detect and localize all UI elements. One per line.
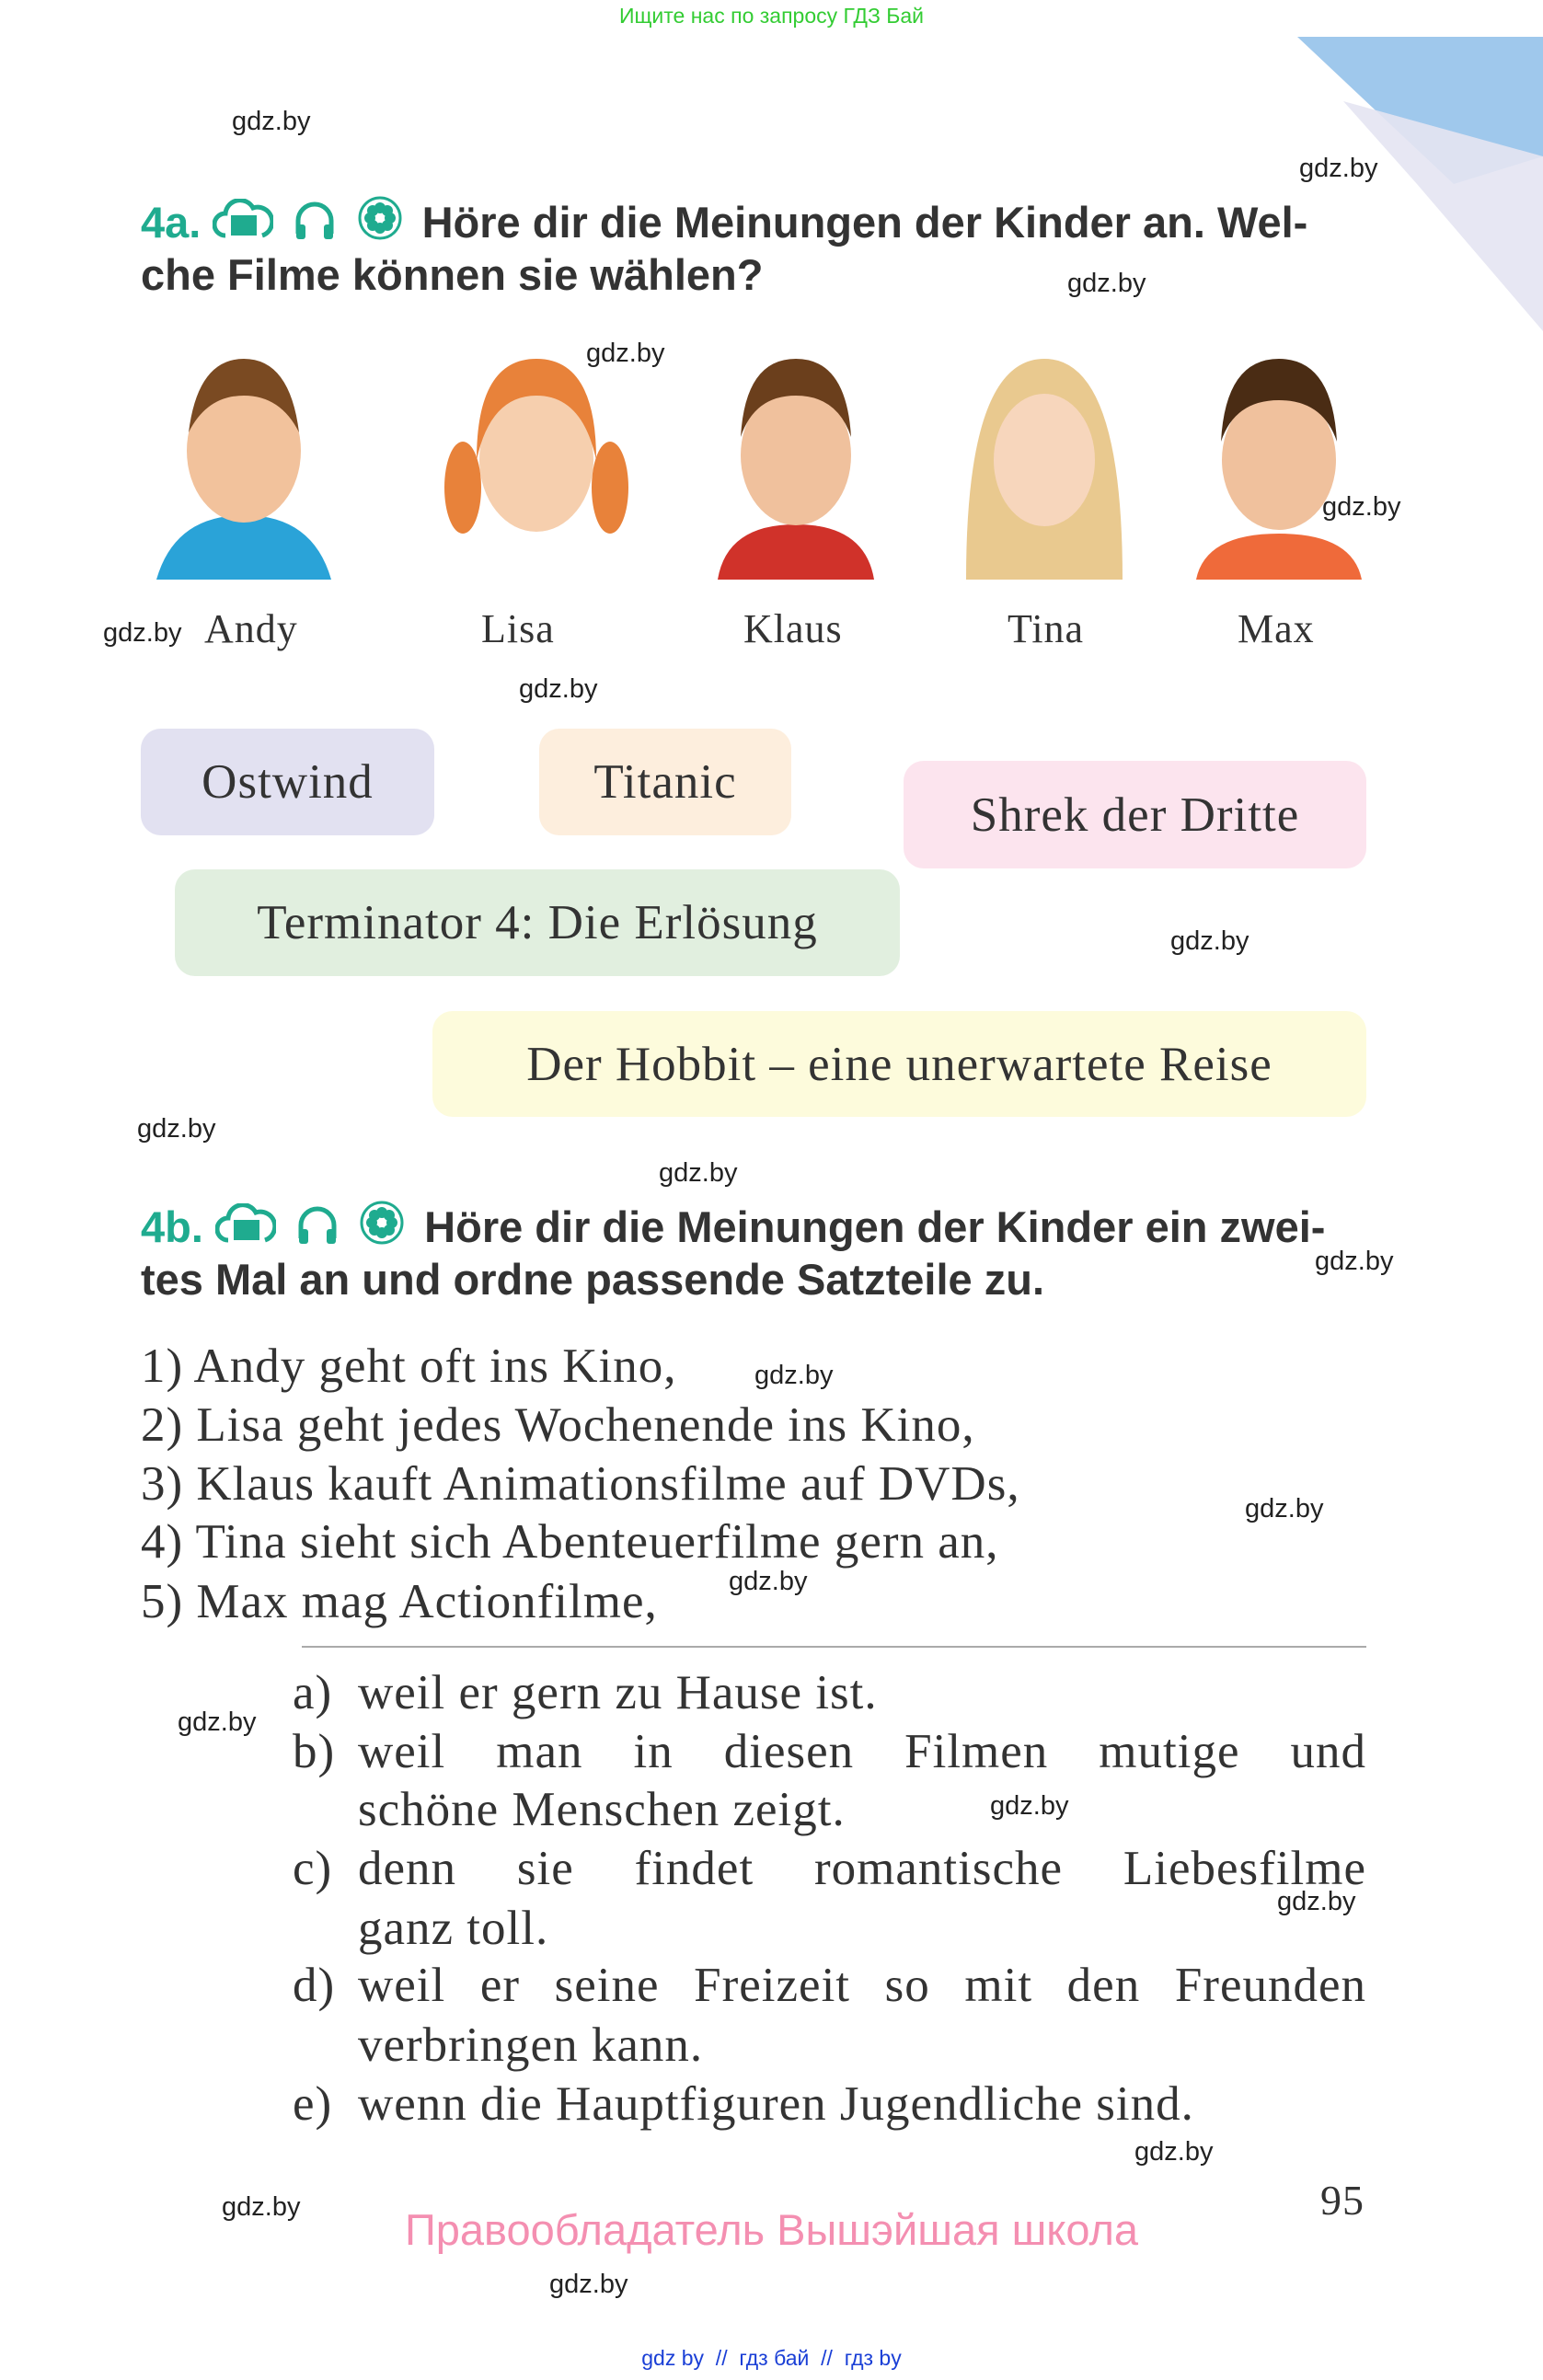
- watermark: gdz.by: [549, 2270, 628, 2299]
- photo-tina: [948, 350, 1141, 584]
- ending-text: weil er seine Freizeit so mit den Freunden: [358, 1959, 1366, 2012]
- watermark: gdz.by: [1067, 269, 1146, 298]
- watermark: gdz.by: [729, 1567, 808, 1596]
- sentence-start: 2) Lisa geht jedes Wochenende ins Kino,: [141, 1398, 975, 1452]
- watermark: gdz.by: [1277, 1887, 1356, 1916]
- watermark: gdz.by: [1245, 1494, 1324, 1523]
- watermark: gdz.by: [754, 1361, 834, 1390]
- watermark: gdz.by: [519, 674, 598, 704]
- ending-label: a): [293, 1666, 333, 1719]
- ending-label: d): [293, 1959, 336, 2012]
- footer-links[interactable]: gdz by // гдз бай // гдз by: [641, 2346, 902, 2370]
- film-card: Der Hobbit – eine unerwartete Reise: [432, 1011, 1366, 1117]
- photo-lisa: [440, 350, 633, 584]
- exercise-number: 4b.: [141, 1202, 203, 1251]
- photo-max: [1182, 350, 1376, 584]
- watermark: gdz.by: [178, 1707, 257, 1737]
- watermark: gdz.by: [222, 2192, 301, 2222]
- film-card: Ostwind: [141, 729, 434, 835]
- ending-text: denn sie findet romantische Liebesfilme: [358, 1842, 1366, 1895]
- ending-text: schöne Menschen zeigt.: [358, 1783, 846, 1836]
- film-card: Titanic: [539, 729, 791, 835]
- ending-text: ganz toll.: [358, 1902, 549, 1955]
- ending-label: b): [293, 1725, 336, 1778]
- film-card: Terminator 4: Die Erlösung: [175, 869, 900, 976]
- divider: [302, 1646, 1366, 1648]
- flower-icon[interactable]: [359, 1200, 405, 1255]
- sentence-start: 1) Andy geht oft ins Kino,: [141, 1339, 677, 1393]
- kid-name: Andy: [204, 606, 298, 651]
- watermark: gdz.by: [137, 1114, 216, 1144]
- watermark: gdz.by: [586, 339, 665, 368]
- ending-label: e): [293, 2077, 333, 2131]
- exercise-4b-heading: 4b. Höre dir die Meinungen der Kinder ein zwei- tes Mal an und ordne passende Satzteile zu.: [141, 1200, 1374, 1304]
- watermark: gdz.by: [1170, 926, 1249, 956]
- film-card: Shrek der Dritte: [904, 761, 1366, 868]
- watermark: gdz.by: [1322, 492, 1401, 522]
- kid-name: Tina: [1008, 606, 1085, 651]
- headphones-icon[interactable]: [295, 1203, 340, 1255]
- cloud-folder-icon[interactable]: [215, 1203, 276, 1255]
- photo-andy: [147, 350, 340, 584]
- ending-text: verbringen kann.: [358, 2018, 704, 2072]
- watermark: gdz.by: [659, 1158, 738, 1188]
- ending-label: c): [293, 1842, 333, 1895]
- sentence-start: 4) Tina sieht sich Abenteuerfilme gern an,: [141, 1515, 999, 1569]
- flower-icon[interactable]: [357, 195, 403, 250]
- ending-text: weil man in diesen Filmen mutige und: [358, 1725, 1366, 1778]
- watermark: gdz.by: [232, 107, 311, 136]
- watermark: gdz.by: [1315, 1247, 1394, 1276]
- sentence-start: 5) Max mag Actionfilme,: [141, 1575, 658, 1628]
- exercise-4a-heading: 4a. Höre dir die Meinungen der Kinder an. Wel- che Filme können sie wählen?: [141, 195, 1374, 299]
- watermark: gdz.by: [1299, 154, 1378, 183]
- ending-text: wenn die Hauptfiguren Jugendliche sind.: [358, 2077, 1194, 2131]
- watermark: gdz.by: [990, 1791, 1069, 1821]
- search-banner[interactable]: Ищите нас по запросу ГДЗ Бай: [618, 4, 925, 28]
- ending-text: weil er gern zu Hause ist.: [358, 1666, 878, 1719]
- watermark: gdz.by: [1134, 2137, 1214, 2167]
- kid-name: Max: [1238, 606, 1315, 651]
- copyright-notice: Правообладатель Вышэйшая школа: [404, 2205, 1139, 2254]
- headphones-icon[interactable]: [293, 199, 337, 250]
- page-number: 95: [1320, 2177, 1365, 2224]
- watermark: gdz.by: [103, 618, 182, 648]
- cloud-folder-icon[interactable]: [213, 199, 273, 250]
- kid-name: Lisa: [481, 606, 555, 651]
- sentence-start: 3) Klaus kauft Animationsfilme auf DVDs,: [141, 1457, 1020, 1511]
- exercise-number: 4a.: [141, 198, 202, 247]
- photo-klaus: [699, 350, 892, 584]
- kid-name: Klaus: [743, 606, 843, 651]
